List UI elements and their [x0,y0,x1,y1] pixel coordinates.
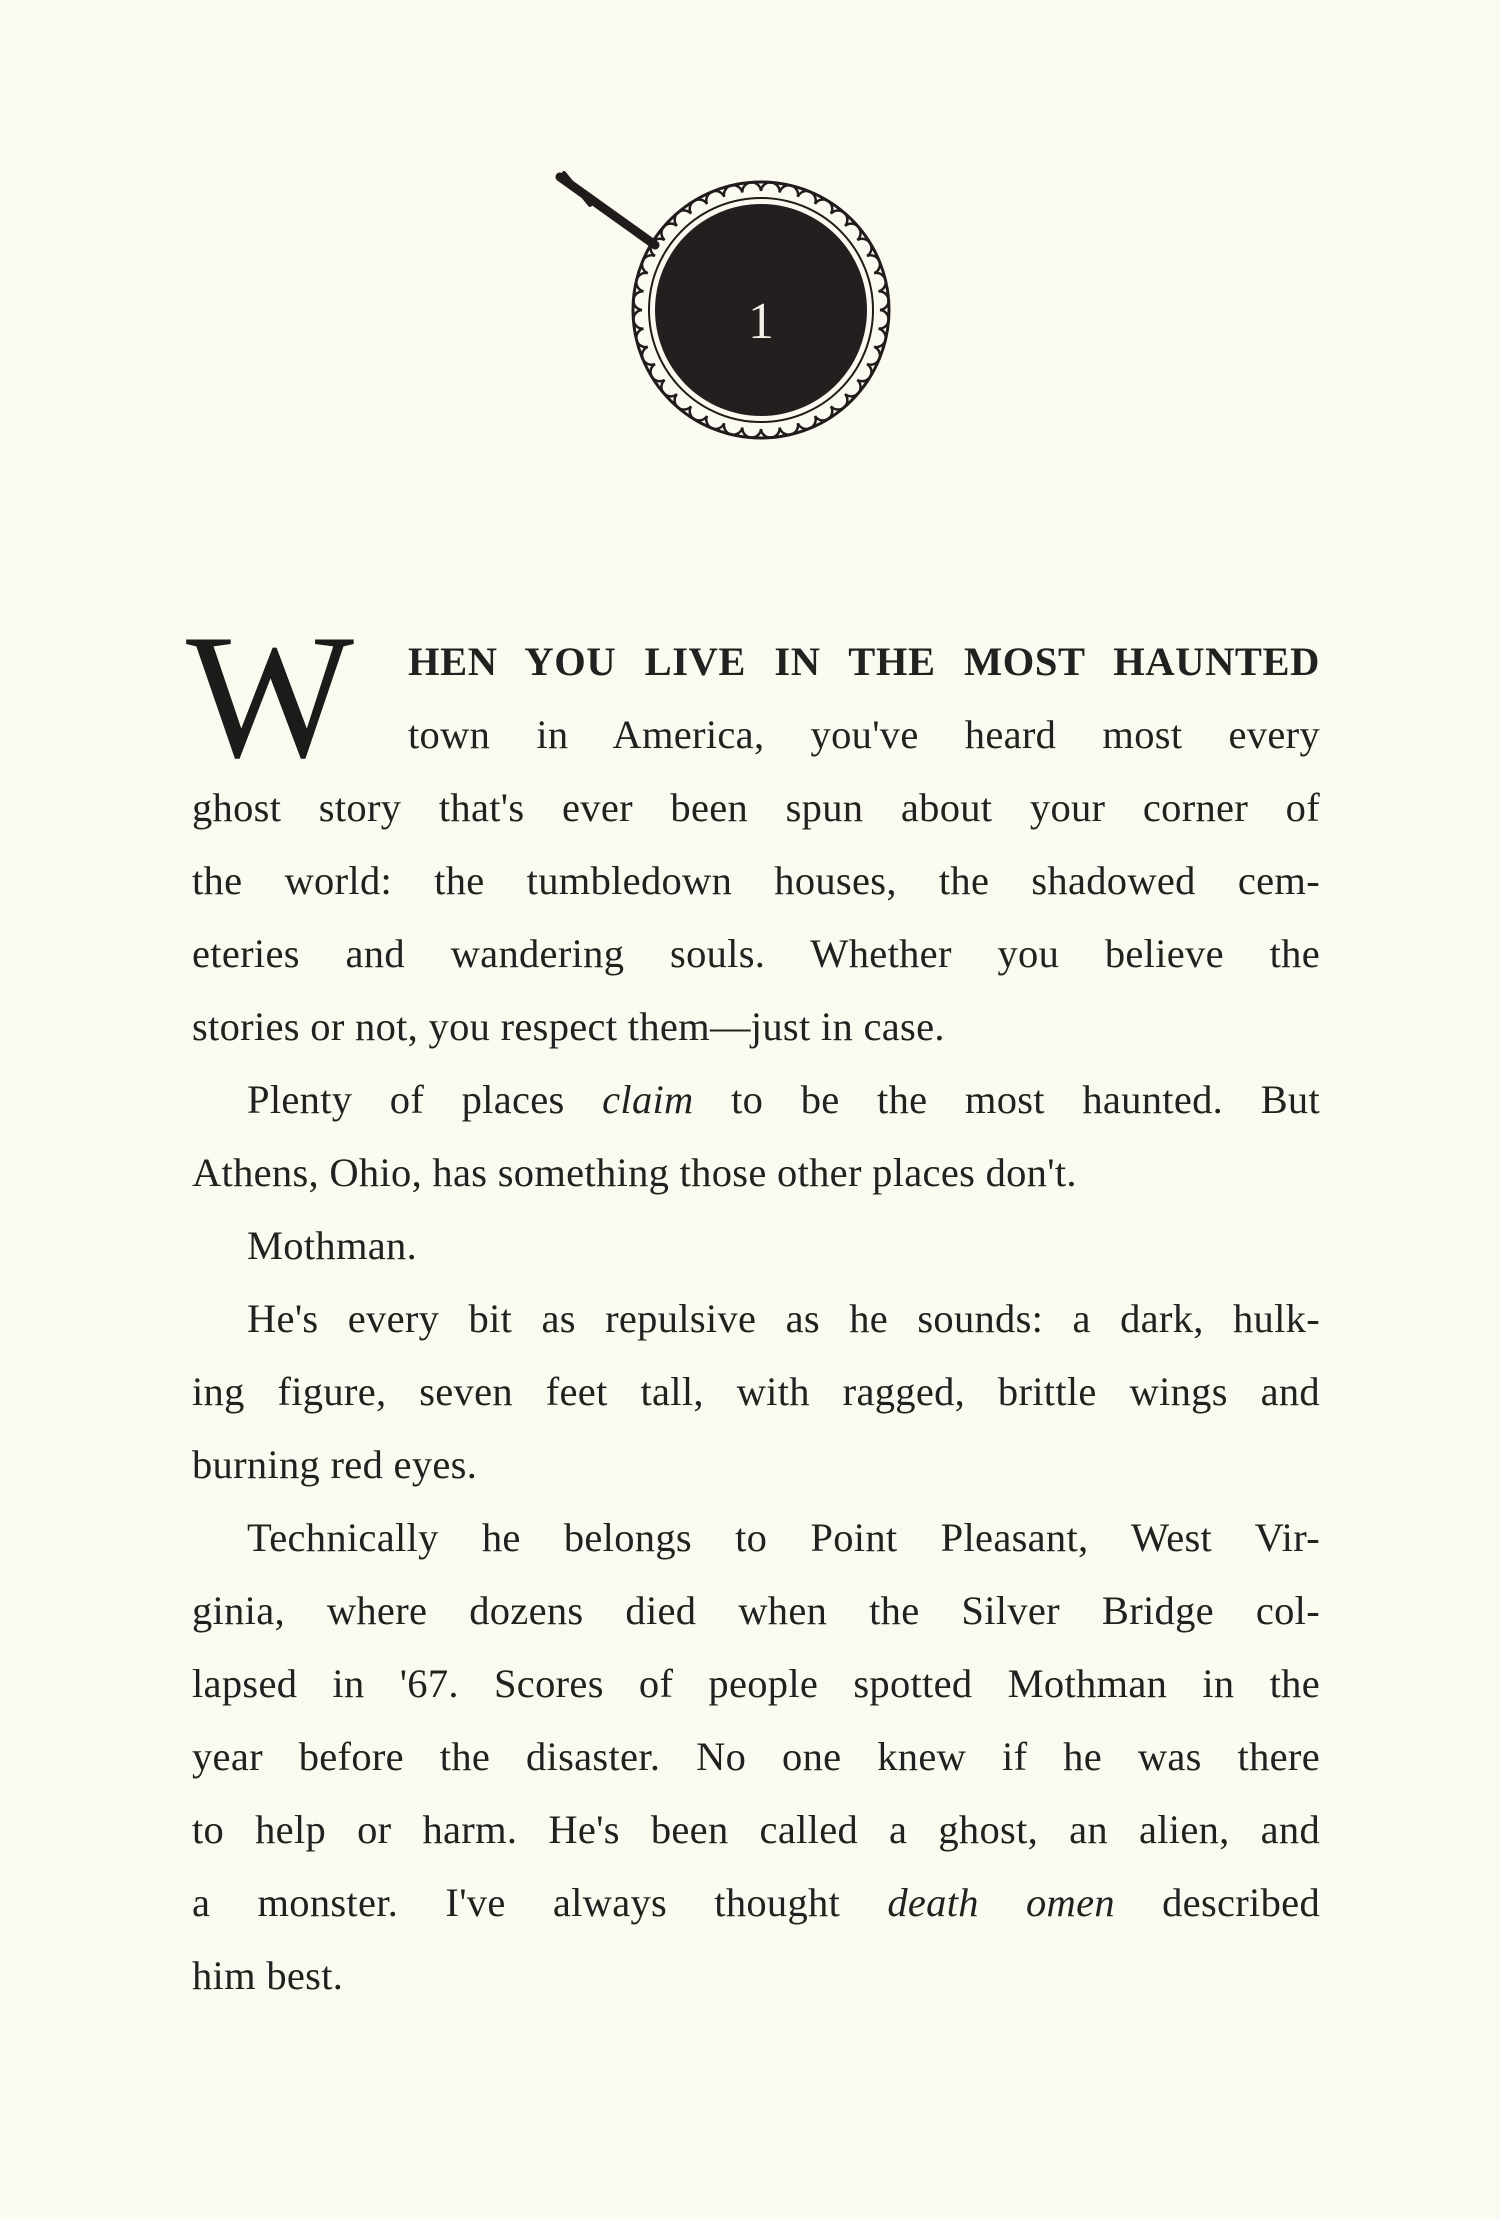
text-line: Mothman. [247,1223,418,1268]
italic-phrase: death omen [887,1880,1115,1925]
text-run: Plenty of places [247,1077,603,1122]
scallop-edge [857,364,871,381]
text-line: burning red eyes. [192,1442,478,1487]
scallop-edge [798,416,816,429]
text-line: He's every bit as repulsive as he sounds: a dark, hulk- [247,1296,1320,1341]
scallop-edge [879,291,889,310]
scallop-edge [761,182,780,192]
text-line: Technically he belongs to Point Pleasant, West Vir- [247,1515,1320,1560]
text-line: to help or harm. He's been called a ghost, an alien, and [192,1807,1320,1852]
opening-paragraph-start [186,597,1320,795]
scallop-edge [857,239,871,256]
scallop-edge [706,191,724,204]
scallop-edge [815,200,832,214]
text-line: ginia, where dozens died when the Silver Bridge col- [192,1588,1320,1633]
text-line [192,1866,1320,1939]
text-run: to be the most haunted. But [693,1077,1320,1122]
scallop-edge [742,182,761,192]
text-line: lapsed in '67. Scores of people spotted Mothman in the [192,1661,1320,1706]
text-line: ing figure, seven feet tall, with ragged, brittle wings and [192,1369,1320,1414]
scallop-edge [867,347,880,365]
text-line: year before the disaster. No one knew if he was there [192,1734,1320,1779]
scallop-edge [651,364,665,381]
scallop-edge [633,310,643,329]
scallop-edge [874,273,886,291]
scallop-edge [633,291,643,310]
scallop-edge [642,255,655,273]
scallop-edge [724,185,742,196]
scallop-edge [867,255,880,273]
scallop-edge [780,423,798,435]
text-run: described [1114,1880,1320,1925]
scallop-edge [798,191,816,204]
scallop-edge [780,185,798,197]
scallop-edge [690,406,707,420]
scallop-edge [879,310,889,329]
lead-caps-line: HEN YOU LIVE IN THE MOST HAUNTED [408,639,1320,684]
scallop-edge [761,428,780,438]
text-run: a monster. I've always thought [192,1880,888,1925]
scallop-edge [642,347,655,365]
text-line: eteries and wandering souls. Whether you believe the [192,931,1320,976]
chapter-text [186,597,1320,2012]
scallop-edge [815,406,832,420]
text-line [192,1063,1320,1136]
scallop-edge [874,329,886,347]
scallop-edge [724,423,742,435]
drop-cap: W [186,597,355,795]
text-line: ghost story that's ever been spun about your corner of [192,785,1320,830]
scallop-edge [706,416,724,429]
text-line: stories or not, you respect them—just in case. [192,1004,945,1049]
text-line: Athens, Ohio, has something those other places don't. [192,1150,1077,1195]
chapter-number: 1 [748,293,774,350]
text-line: the world: the tumbledown houses, the shadowed cem- [192,858,1320,903]
text-line: town in America, you've heard most every [408,712,1320,757]
scallop-edge [636,329,648,347]
scallop-edge [690,200,707,214]
scallop-edge [636,273,647,291]
text-line: him best. [192,1953,344,1998]
italic-word: claim [602,1077,694,1122]
scallop-edge [742,428,761,438]
